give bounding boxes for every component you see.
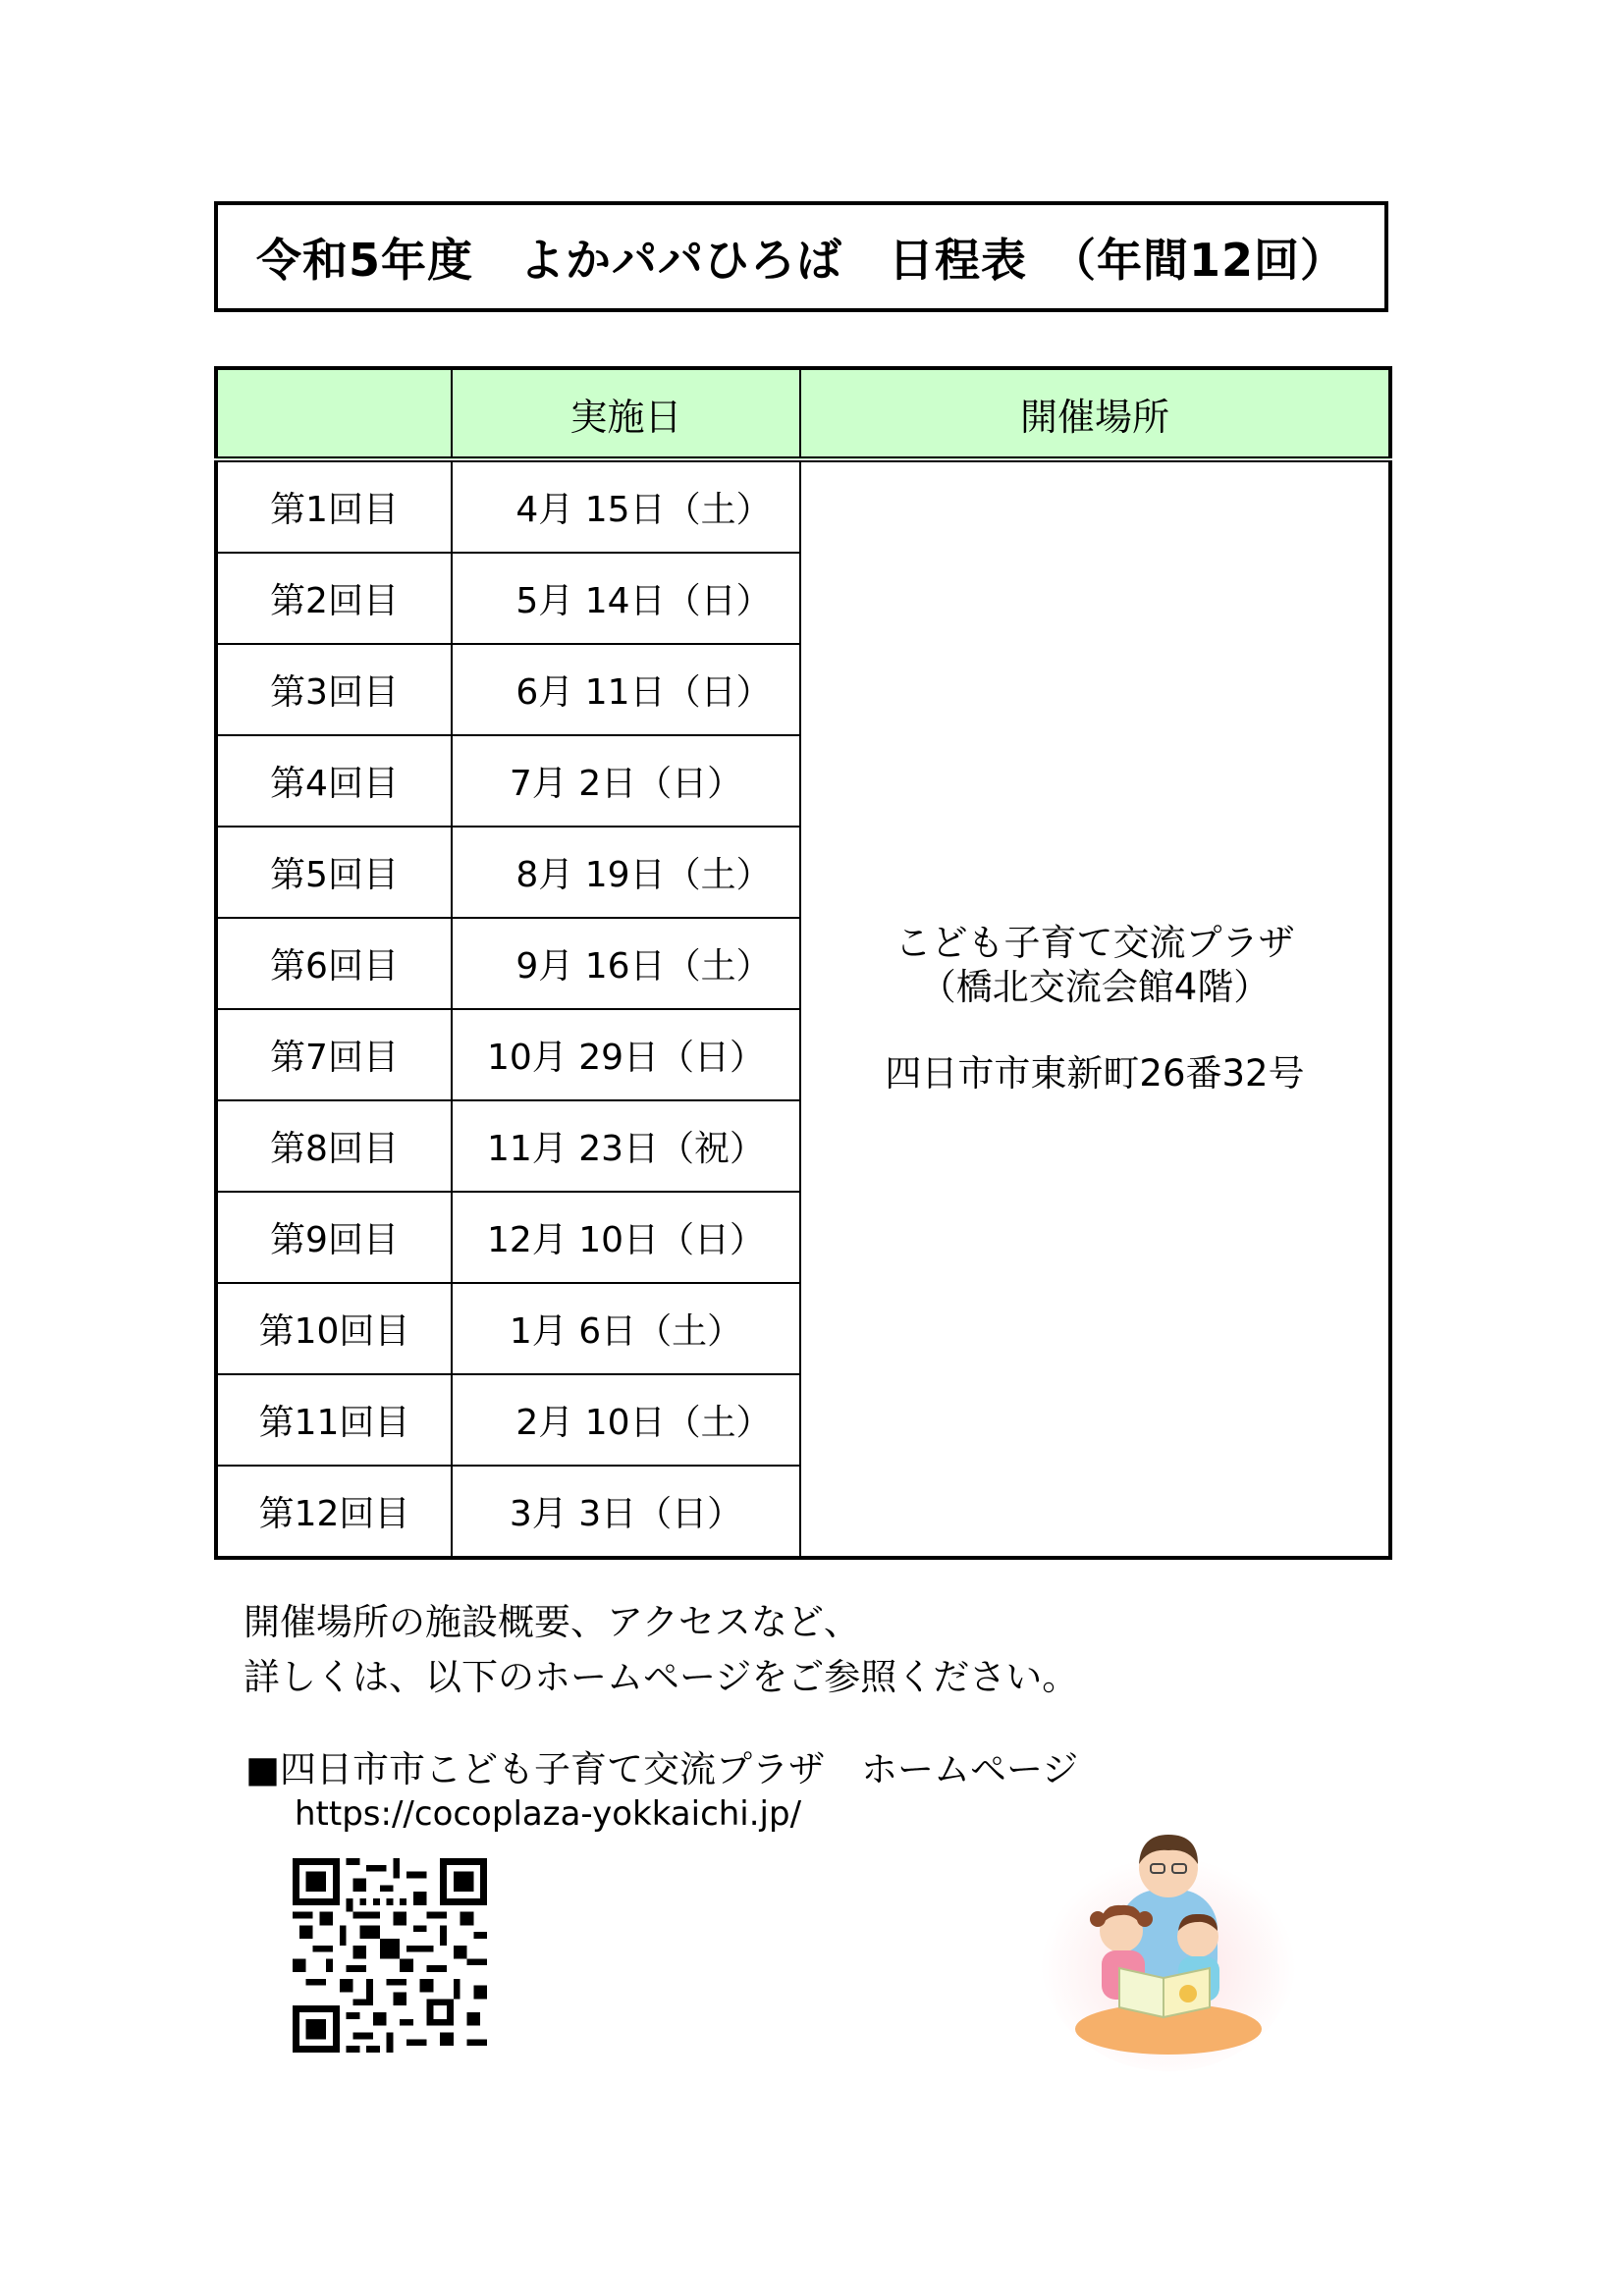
- date-cell: 10月 29日（日）: [452, 1009, 800, 1100]
- round-cell: 第4回目: [216, 735, 452, 827]
- header-date: 実施日: [452, 368, 800, 459]
- date-cell: 6月 11日（日）: [452, 644, 800, 735]
- homepage-link[interactable]: https://cocoplaza-yokkaichi.jp/: [295, 1794, 802, 1834]
- venue-building: （橋北交流会館4階）: [919, 965, 1271, 1008]
- date-cell: 7月 2日（日）: [452, 735, 800, 827]
- round-cell: 第6回目: [216, 918, 452, 1009]
- schedule-title: 令和5年度 よかパパひろば 日程表 （年間12回）: [214, 201, 1388, 312]
- date-cell: 11月 23日（祝）: [452, 1100, 800, 1192]
- round-cell: 第10回目: [216, 1283, 452, 1374]
- schedule-table: [214, 366, 1392, 1560]
- round-cell: 第11回目: [216, 1374, 452, 1466]
- homepage-title: ■四日市市こども子育て交流プラザ ホームページ: [245, 1748, 1079, 1790]
- table-header-row: [216, 368, 1390, 459]
- date-cell: 1月 6日（土）: [452, 1283, 800, 1374]
- note-line-1: 開催場所の施設概要、アクセスなど、: [244, 1601, 860, 1643]
- date-cell: 12月 10日（日）: [452, 1192, 800, 1283]
- access-note: [244, 1595, 1078, 1705]
- round-cell: 第2回目: [216, 553, 452, 644]
- round-cell: 第9回目: [216, 1192, 452, 1283]
- header-venue: 開催場所: [800, 368, 1390, 459]
- date-cell: 2月 10日（土）: [452, 1374, 800, 1466]
- venue-cell: [800, 459, 1390, 1558]
- round-cell: 第1回目: [216, 459, 452, 553]
- table-row: [216, 459, 1390, 553]
- father-reading-illustration: [1031, 1821, 1296, 2076]
- round-cell: 第3回目: [216, 644, 452, 735]
- venue-address: 四日市市東新町26番32号: [885, 1052, 1305, 1095]
- round-cell: 第12回目: [216, 1466, 452, 1558]
- date-cell: 5月 14日（日）: [452, 553, 800, 644]
- venue-name: こども子育て交流プラザ: [894, 922, 1295, 965]
- round-cell: 第7回目: [216, 1009, 452, 1100]
- date-cell: 3月 3日（日）: [452, 1466, 800, 1558]
- round-cell: 第5回目: [216, 827, 452, 918]
- date-cell: 8月 19日（土）: [452, 827, 800, 918]
- round-cell: 第8回目: [216, 1100, 452, 1192]
- date-cell: 4月 15日（土）: [452, 459, 800, 553]
- date-cell: 9月 16日（土）: [452, 918, 800, 1009]
- note-line-2: 詳しくは、以下のホームページをご参照ください。: [244, 1656, 1079, 1698]
- qr-code-icon[interactable]: [293, 1858, 487, 2053]
- header-round: [216, 368, 452, 459]
